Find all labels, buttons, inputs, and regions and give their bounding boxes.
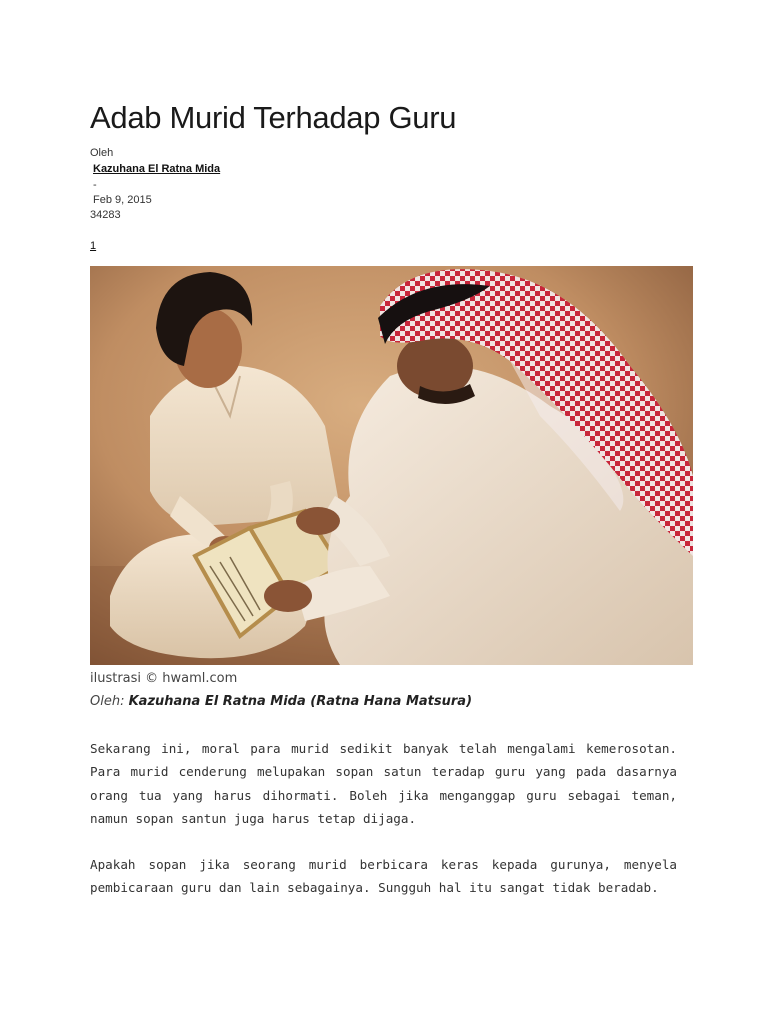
byline-author: Kazuhana El Ratna Mida (Ratna Hana Matsura) [128,694,473,709]
photo-illustration [90,266,693,665]
meta-separator: - [93,179,97,191]
comment-count-link[interactable]: 1 [90,240,97,252]
body-paragraph: Apakah sopan jika seorang murid berbicara keras kepada gurunya, menyela pembicaraan guru dan lain sebagainya. Sungguh hal itu sangat tidak beradab. [90,857,677,896]
image-caption: ilustrasi © hwaml.com [90,671,238,686]
author-link[interactable]: Kazuhana El Ratna Mida [93,163,221,175]
body-paragraph: Sekarang ini, moral para murid sedikit banyak telah mengalami kemerosotan. Para murid cenderung melupakan sopan satun teradap guru yang pada dasarnya orang tua yang harus dihormati. Boleh jika menganggap guru sebagai teman, namun sopan santun juga harus tetap dijaga. [90,741,677,826]
article-title: Adab Murid Terhadap Guru [90,100,457,135]
view-count: 34283 [90,209,121,221]
article-photo [90,266,693,665]
author-prefix-label: Oleh [90,147,114,159]
publish-date: Feb 9, 2015 [93,194,152,206]
article-byline [90,694,472,709]
byline-prefix: Oleh: [90,694,125,709]
